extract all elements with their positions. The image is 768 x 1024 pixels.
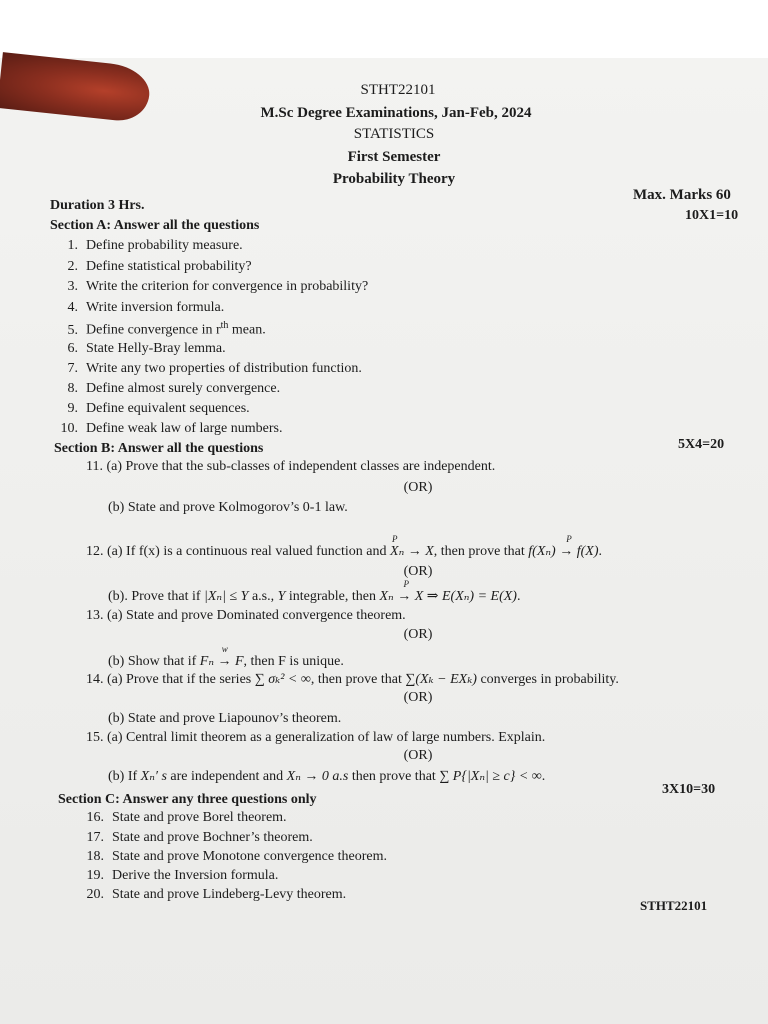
exam-title: M.Sc Degree Examinations, Jan-Feb, 2024	[260, 105, 532, 121]
subject-title: STATISTICS	[353, 126, 435, 142]
question-8: 8. Define almost surely convergence.	[67, 381, 281, 396]
math-sum-sigma: ∑ σₖ² < ∞	[254, 672, 311, 687]
section-a-title: Section A: Answer all the questions	[50, 218, 260, 233]
math-xn-prime: Xₙ′ s	[140, 769, 167, 784]
section-b-title: Section B: Answer all the questions	[54, 441, 264, 456]
question-20: 20. State and prove Lindeberg-Levy theorem.	[86, 887, 347, 902]
question-19: 19. Derive the Inversion formula.	[86, 868, 279, 883]
math-xn-to-0: Xₙ → 0 a.s	[286, 769, 349, 784]
or-label: (OR)	[403, 748, 433, 763]
question-13b: (b) Show that if w Fₙ → F, then F is unique.	[108, 644, 344, 669]
max-marks: Max. Marks 60	[633, 187, 731, 203]
or-label: (OR)	[403, 564, 433, 579]
question-6: 6. State Helly-Bray lemma.	[67, 341, 226, 356]
question-1: 1. Define probability measure.	[67, 238, 243, 253]
question-15b: (b) If Xₙ′ s are independent and Xₙ → 0 a.s then prove that ∑ P{|Xₙ| ≥ c} < ∞.	[108, 769, 546, 784]
math-xn-to-x: P Xₙ → X	[390, 534, 434, 559]
question-11b: (b) State and prove Kolmogorov’s 0-1 law.	[108, 500, 348, 515]
question-5: 5. Define convergence in $r^{th}$ mean.	[67, 320, 266, 338]
question-4: 4. Write inversion formula.	[67, 300, 225, 315]
question-12a: 12. (a) If f(x) is a continuous real valued function and P Xₙ → X, then prove that P f(Xₙ) → f(X).	[86, 534, 602, 559]
question-14a: 14. (a) Prove that if the series ∑ σₖ² < ∞, then prove that ∑(Xₖ − EXₖ) converges in probability.	[86, 672, 619, 687]
question-10: 10. Define weak law of large numbers.	[60, 421, 283, 436]
question-7: 7. Write any two properties of distribution function.	[67, 361, 362, 376]
question-3: 3. Write the criterion for convergence in probability?	[67, 279, 369, 294]
section-c-title: Section C: Answer any three questions only	[58, 792, 317, 807]
question-9: 9. Define equivalent sequences.	[67, 401, 250, 416]
section-c-marks: 3X10=30	[662, 782, 716, 797]
footer-code: STHT22101	[640, 898, 708, 913]
or-label: (OR)	[403, 480, 433, 495]
math-fxn-to-fx: P f(Xₙ) → f(X)	[528, 534, 599, 559]
question-15a: 15. (a) Central limit theorem as a generalization of law of large numbers. Explain.	[86, 730, 546, 745]
math-abs-xn-le-y: |Xₙ| ≤ Y	[204, 589, 249, 604]
question-17: 17. State and prove Bochner’s theorem.	[86, 830, 313, 845]
math-sum-xk: ∑(Xₖ − EXₖ)	[405, 672, 477, 687]
math-sum-p: ∑ P{|Xₙ| ≥ c} < ∞	[439, 769, 542, 784]
or-label: (OR)	[403, 690, 433, 705]
question-13a: 13. (a) State and prove Dominated convergence theorem.	[86, 608, 406, 623]
question-11a: 11. (a) Prove that the sub-classes of independent classes are independent.	[86, 459, 496, 474]
question-14b: (b) State and prove Liapounov’s theorem.	[108, 711, 342, 726]
math-xn-implies: P Xₙ → X ⇒ E(Xₙ) = E(X)	[379, 579, 517, 604]
paper-code: STHT22101	[360, 82, 436, 98]
duration: Duration 3 Hrs.	[50, 198, 145, 213]
or-label: (OR)	[403, 627, 433, 642]
question-16: 16. State and prove Borel theorem.	[86, 810, 287, 825]
math-fn-to-f: w Fₙ → F	[199, 644, 244, 669]
paper-title: Probability Theory	[332, 171, 456, 187]
semester-title: First Semester	[347, 149, 441, 165]
question-18: 18. State and prove Monotone convergence theorem.	[86, 849, 387, 864]
background-top-band	[0, 0, 768, 58]
section-b-marks: 5X4=20	[678, 437, 725, 452]
question-12b: (b). Prove that if |Xₙ| ≤ Y a.s., Y integrable, then P Xₙ → X ⇒ E(Xₙ) = E(X).	[108, 579, 521, 604]
section-a-marks: 10X1=10	[685, 208, 739, 223]
question-2: 2. Define statistical probability?	[67, 259, 252, 274]
